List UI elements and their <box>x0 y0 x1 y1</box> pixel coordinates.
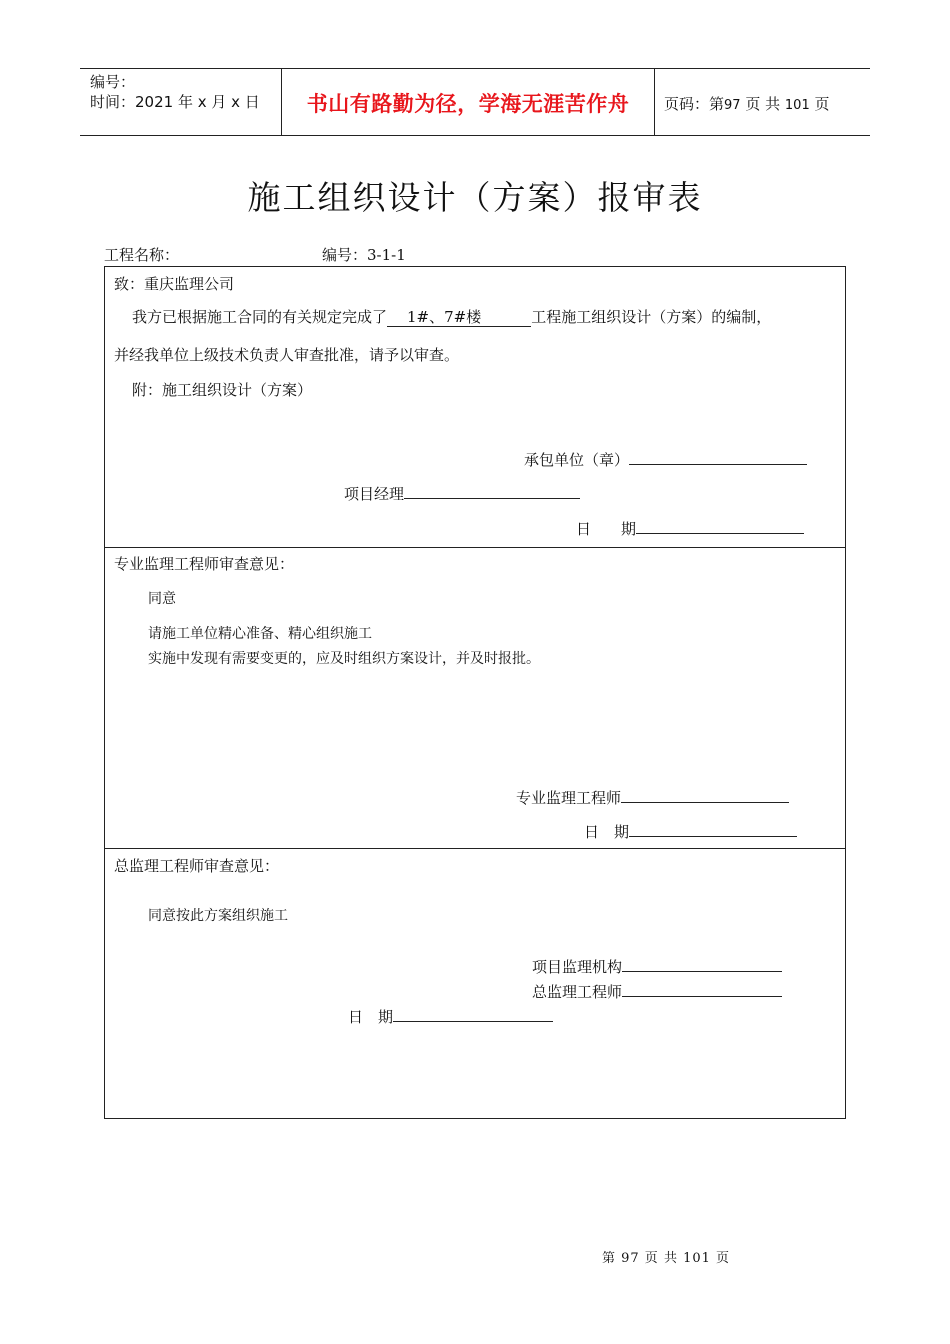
specialist-opinion-1: 同意 <box>148 591 176 607</box>
statement-line-1 <box>132 306 771 327</box>
specialist-date-label: 日 期 <box>584 823 630 841</box>
statement-post: 工程施工组织设计（方案）的编制， <box>531 308 772 326</box>
project-scope-field[interactable]: 1#、7#楼 <box>387 308 531 327</box>
contractor-signature-line[interactable] <box>629 448 807 465</box>
supervision-org-signature <box>532 955 782 977</box>
serial-label: 编号： <box>90 73 136 91</box>
project-manager-signature <box>344 482 580 504</box>
header-page-indicator <box>664 93 830 114</box>
page-footer: 第 97 页 共 101 页 <box>602 1251 731 1266</box>
specialist-date <box>584 820 797 842</box>
addressee: 致：重庆监理公司 <box>114 275 235 293</box>
chief-date-label: 日 期 <box>348 1008 394 1026</box>
contractor-date <box>576 517 804 539</box>
statement-line-2: 并经我单位上级技术负责人审查批准，请予以审查。 <box>114 346 460 364</box>
contractor-date-line[interactable] <box>636 517 804 534</box>
chief-opinion: 同意按此方案组织施工 <box>148 908 288 924</box>
page-mid: 页 共 <box>745 95 781 113</box>
section-divider-1 <box>104 547 846 548</box>
page-total: 101 <box>784 98 810 113</box>
contractor-signature <box>524 448 807 470</box>
contractor-label: 承包单位（章） <box>524 451 630 469</box>
chief-engineer-line[interactable] <box>622 980 782 997</box>
specialist-date-line[interactable] <box>629 820 797 837</box>
project-manager-label: 项目经理 <box>344 485 405 503</box>
header-bottom-rule <box>80 135 870 136</box>
chief-date-line[interactable] <box>393 1005 553 1022</box>
chief-engineer-signature <box>532 980 782 1002</box>
project-name-label: 工程名称： <box>104 246 180 264</box>
contractor-date-label: 日 期 <box>576 520 637 538</box>
supervision-org-line[interactable] <box>622 955 782 972</box>
specialist-signature <box>516 786 789 808</box>
page-prefix: 页码：第 <box>664 95 725 113</box>
specialist-engineer-label: 专业监理工程师 <box>516 789 622 807</box>
chief-engineer-label: 总监理工程师 <box>532 983 623 1001</box>
form-number-label: 编号：3-1-1 <box>322 246 406 264</box>
specialist-signature-line[interactable] <box>621 786 789 803</box>
attachment-note: 附：施工组织设计（方案） <box>132 381 313 399</box>
page-suffix: 页 <box>814 95 830 113</box>
chief-heading: 总监理工程师审查意见： <box>114 857 280 875</box>
specialist-opinion-2: 请施工单位精心准备、精心组织施工 <box>148 626 372 642</box>
statement-pre: 我方已根据施工合同的有关规定完成了 <box>132 308 388 326</box>
time-label: 时间：2021 年 x 月 x 日 <box>90 93 260 111</box>
header-divider-right <box>654 68 655 135</box>
section-divider-2 <box>104 848 846 849</box>
page-title: 施工组织设计（方案）报审表 <box>247 178 703 217</box>
supervision-org-label: 项目监理机构 <box>532 958 623 976</box>
project-manager-signature-line[interactable] <box>404 482 580 499</box>
specialist-heading: 专业监理工程师审查意见： <box>114 555 295 573</box>
page-current: 97 <box>724 98 741 113</box>
chief-date <box>348 1005 553 1027</box>
specialist-opinion-3: 实施中发现有需要变更的，应及时组织方案设计，并及时报批。 <box>148 651 540 667</box>
header-top-rule <box>80 68 870 69</box>
header-info <box>90 72 260 112</box>
header-motto: 书山有路勤为径，学海无涯苦作舟 <box>306 92 630 116</box>
